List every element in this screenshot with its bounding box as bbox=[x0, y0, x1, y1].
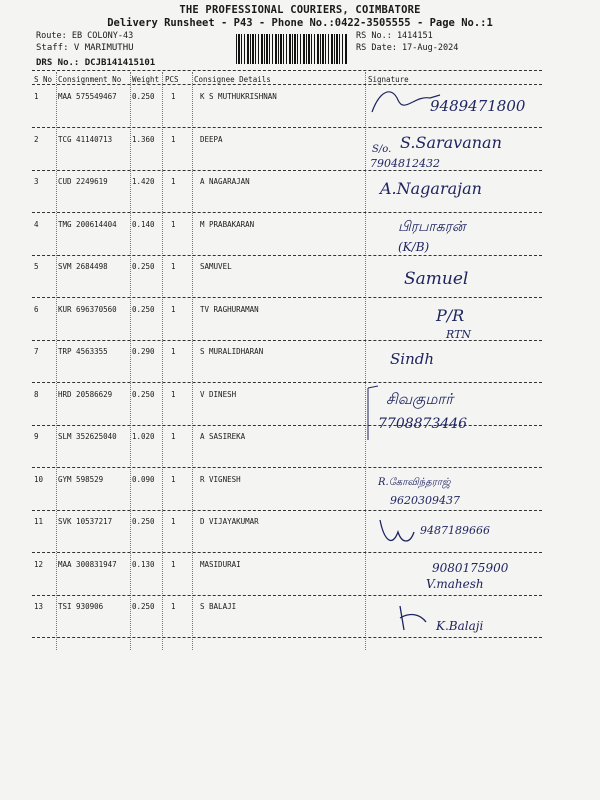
row-weight: 0.250 bbox=[132, 262, 155, 271]
row-weight: 0.130 bbox=[132, 559, 155, 569]
row-pcs: 1 bbox=[171, 517, 176, 526]
row-sno: 7 bbox=[34, 347, 39, 356]
row-weight: 0.140 bbox=[132, 219, 155, 229]
row-sno: 3 bbox=[34, 177, 39, 186]
row-consignee-name: TV RAGHURAMAN bbox=[200, 304, 259, 314]
row-consignee-name: MASIDURAI bbox=[200, 559, 241, 569]
table-row bbox=[32, 262, 542, 305]
row-consignment-no: CUD 2249619 bbox=[58, 177, 108, 186]
handwritten-signature-13: K.Balaji bbox=[436, 619, 484, 633]
table-row bbox=[32, 177, 542, 220]
row-consignment-no: HRD 20586629 bbox=[58, 389, 113, 399]
row-weight: 0.250 bbox=[132, 92, 155, 101]
handwritten-phone-10: 9620309437 bbox=[390, 494, 460, 507]
row-pcs: 1 bbox=[171, 389, 176, 399]
row-consignment-no: GYM 598529 bbox=[58, 474, 104, 484]
row-consignment-no: MAA 300831947 bbox=[58, 559, 117, 569]
handwritten-signature-5: Samuel bbox=[404, 269, 469, 289]
table-row bbox=[32, 305, 542, 348]
row-pcs: 1 bbox=[171, 559, 176, 569]
row-divider bbox=[32, 212, 542, 213]
rs-number: RS No.: 1414151 bbox=[356, 31, 433, 41]
handwritten-note-6b: RTN bbox=[446, 328, 472, 341]
row-consignment-no: SVK 10537217 bbox=[58, 517, 113, 526]
handwritten-signature-3: A.Nagarajan bbox=[380, 179, 482, 198]
row-weight: 1.420 bbox=[132, 177, 155, 186]
row-weight: 0.090 bbox=[132, 474, 155, 484]
row-consignee-name: S BALAJI bbox=[200, 602, 237, 611]
document-subtitle: Delivery Runsheet - P43 - Phone No.:0422-3505555 - Page No.:1 bbox=[107, 17, 493, 29]
handwritten-phone-2: 7904812432 bbox=[370, 157, 440, 170]
row-consignee-name: M PRABAKARAN bbox=[200, 219, 255, 229]
barcode-icon bbox=[236, 34, 348, 64]
handwritten-signature-8: சிவகுமார் bbox=[386, 390, 454, 408]
table-row bbox=[32, 92, 542, 135]
table-row bbox=[32, 602, 542, 645]
row-divider bbox=[32, 297, 542, 298]
row-weight: 0.250 bbox=[132, 389, 155, 399]
row-divider bbox=[32, 637, 542, 638]
col-header-weight: Weight bbox=[132, 75, 160, 84]
route-label: Route: EB COLONY-43 bbox=[36, 31, 134, 41]
row-divider bbox=[32, 255, 542, 256]
row-sno: 2 bbox=[34, 134, 39, 144]
handwritten-note-6a: P/R bbox=[436, 306, 465, 325]
row-pcs: 1 bbox=[171, 134, 176, 144]
table-row bbox=[32, 517, 542, 560]
row-consignment-no: TCG 41140713 bbox=[58, 134, 113, 144]
col-header-consignment: Consignment No bbox=[58, 75, 122, 84]
row-sno: 1 bbox=[34, 92, 39, 101]
table-row bbox=[32, 390, 542, 433]
row-consignee-name: V DINESH bbox=[200, 389, 237, 399]
col-header-pcs: PCS bbox=[165, 75, 179, 84]
row-consignment-no: SVM 2684498 bbox=[58, 262, 108, 271]
row-sno: 5 bbox=[34, 262, 39, 271]
row-sno: 6 bbox=[34, 304, 39, 314]
row-consignee-name: D VIJAYAKUMAR bbox=[200, 517, 259, 526]
row-pcs: 1 bbox=[171, 219, 176, 229]
col-header-signature: Signature bbox=[368, 75, 409, 84]
row-sno: 11 bbox=[34, 517, 44, 526]
handwritten-phone-8: 7708873446 bbox=[378, 416, 468, 432]
row-consignee-name: A SASIREKA bbox=[200, 432, 246, 441]
row-pcs: 1 bbox=[171, 432, 176, 441]
row-weight: 0.290 bbox=[132, 347, 155, 356]
table-row bbox=[32, 560, 542, 603]
handwritten-phone-12: 9080175900 bbox=[432, 561, 509, 575]
divider bbox=[32, 84, 542, 85]
row-consignee-name: K S MUTHUKRISHNAN bbox=[200, 92, 277, 101]
row-sno: 9 bbox=[34, 432, 39, 441]
row-consignee-name: DEEPA bbox=[200, 134, 223, 144]
drs-number: DRS No.: DCJB141415101 bbox=[36, 58, 156, 68]
table-row bbox=[32, 220, 542, 263]
row-consignee-name: S MURALIDHARAN bbox=[200, 347, 264, 356]
row-sno: 8 bbox=[34, 389, 39, 399]
handwritten-signature-7: Sindh bbox=[390, 350, 434, 368]
row-pcs: 1 bbox=[171, 347, 176, 356]
document-title: THE PROFESSIONAL COURIERS, COIMBATORE bbox=[179, 4, 421, 16]
table-row bbox=[32, 432, 542, 475]
table-row bbox=[32, 475, 542, 518]
handwritten-signature-10: R.கோவிந்தராஜ் bbox=[378, 477, 451, 488]
handwritten-phone-11: 9487189666 bbox=[420, 524, 490, 537]
row-consignee-name: SAMUVEL bbox=[200, 262, 232, 271]
row-weight: 0.250 bbox=[132, 602, 155, 611]
row-sno: 13 bbox=[34, 602, 44, 611]
row-divider bbox=[32, 127, 542, 128]
row-divider bbox=[32, 510, 542, 511]
row-weight: 0.250 bbox=[132, 517, 155, 526]
handwritten-signature-2: S.Saravanan bbox=[400, 133, 502, 152]
row-pcs: 1 bbox=[171, 92, 176, 101]
col-header-sno: S No bbox=[34, 75, 53, 84]
row-pcs: 1 bbox=[171, 602, 176, 611]
handwritten-signature-12: V.mahesh bbox=[426, 577, 484, 591]
row-weight: 0.250 bbox=[132, 304, 155, 314]
table-row bbox=[32, 135, 542, 178]
row-weight: 1.360 bbox=[132, 134, 155, 144]
row-divider bbox=[32, 425, 542, 426]
row-pcs: 1 bbox=[171, 304, 176, 314]
row-consignee-name: A NAGARAJAN bbox=[200, 177, 250, 186]
row-consignment-no: SLM 352625040 bbox=[58, 432, 117, 441]
row-pcs: 1 bbox=[171, 177, 176, 186]
handwritten-relation-2: S/o. bbox=[372, 144, 392, 155]
row-consignment-no: MAA 575549467 bbox=[58, 92, 117, 101]
row-divider bbox=[32, 170, 542, 171]
row-divider bbox=[32, 340, 542, 341]
col-header-consignee: Consignee Details bbox=[194, 75, 271, 84]
row-sno: 4 bbox=[34, 219, 39, 229]
row-divider bbox=[32, 467, 542, 468]
rs-date: RS Date: 17-Aug-2024 bbox=[356, 43, 459, 53]
row-weight: 1.020 bbox=[132, 432, 155, 441]
divider bbox=[32, 70, 542, 71]
row-sno: 10 bbox=[34, 474, 44, 484]
row-pcs: 1 bbox=[171, 262, 176, 271]
row-divider bbox=[32, 595, 542, 596]
row-consignment-no: TRP 4563355 bbox=[58, 347, 108, 356]
row-consignment-no: TSI 930906 bbox=[58, 602, 104, 611]
row-consignee-name: R VIGNESH bbox=[200, 474, 241, 484]
row-consignment-no: TMG 200614404 bbox=[58, 219, 117, 229]
table-row bbox=[32, 347, 542, 390]
row-divider bbox=[32, 382, 542, 383]
row-sno: 12 bbox=[34, 559, 44, 569]
row-divider bbox=[32, 552, 542, 553]
row-pcs: 1 bbox=[171, 474, 176, 484]
handwritten-signature-4: பிரபாகரன் bbox=[398, 219, 466, 235]
handwritten-phone-1: 9489471800 bbox=[430, 97, 526, 115]
handwritten-note-4: (K/B) bbox=[398, 240, 430, 254]
row-consignment-no: KUR 696370560 bbox=[58, 304, 117, 314]
staff-label: Staff: V MARIMUTHU bbox=[36, 43, 134, 53]
